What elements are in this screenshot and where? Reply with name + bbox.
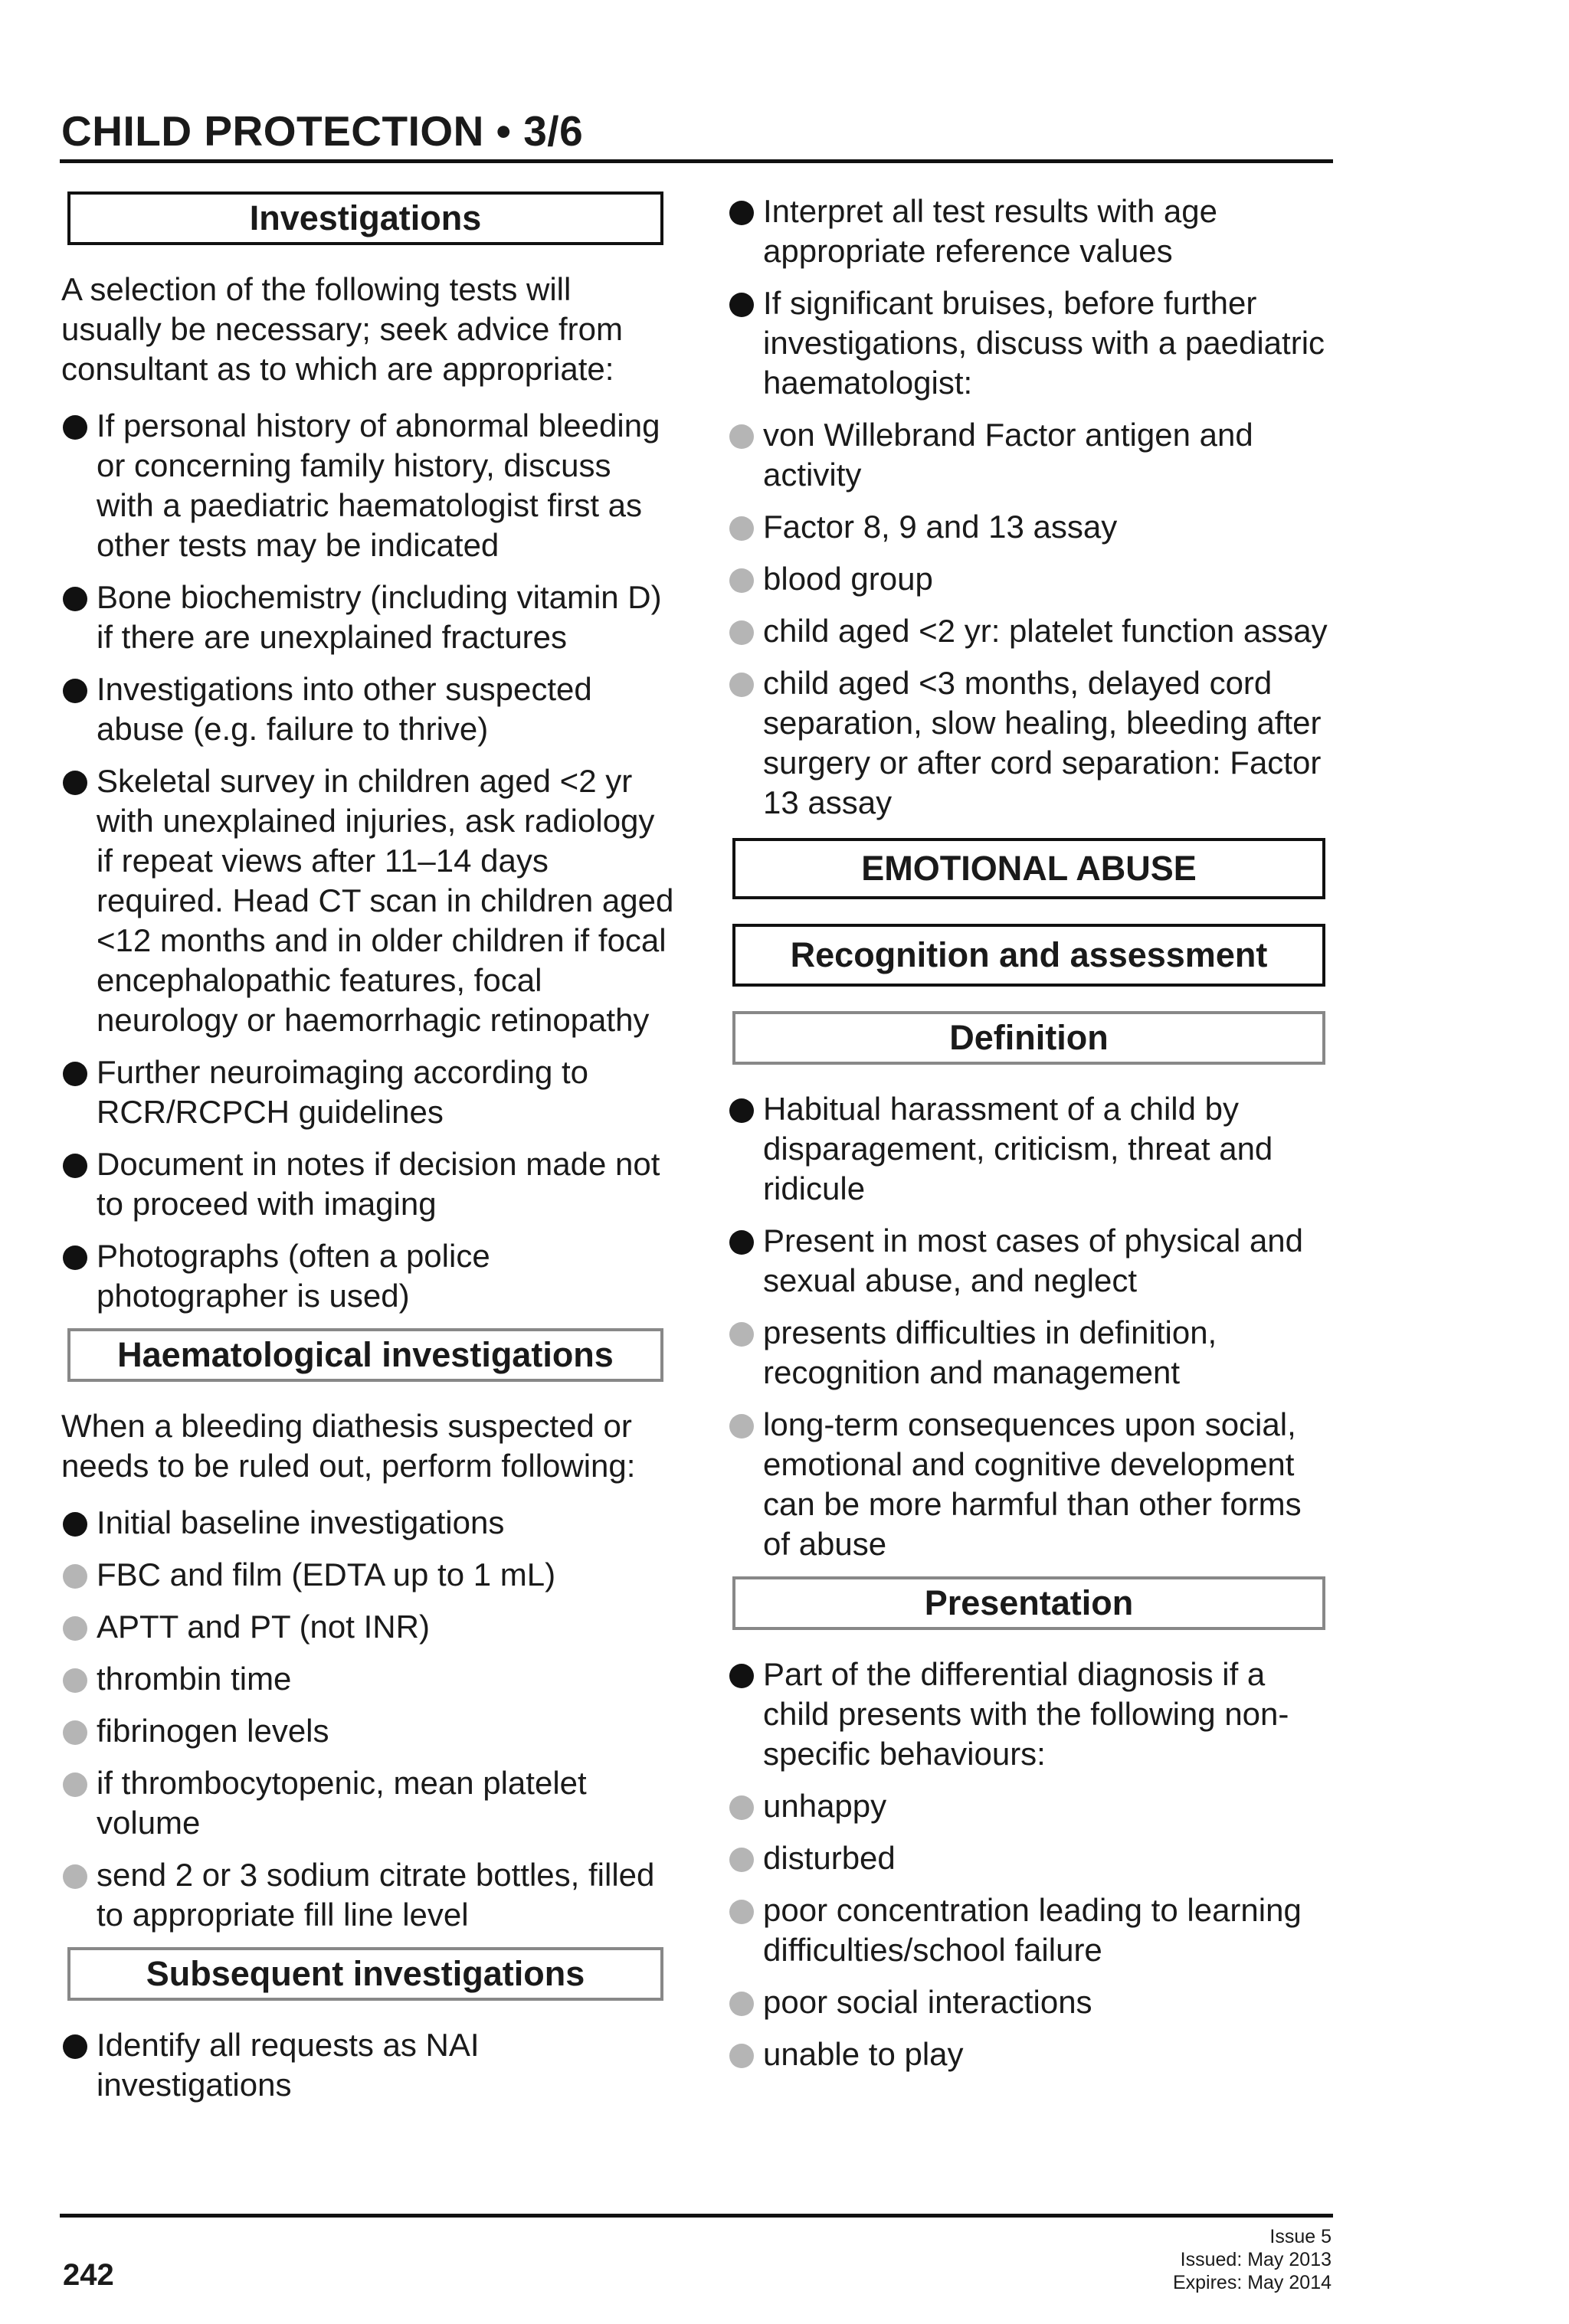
page-title: CHILD PROTECTION • 3/6 xyxy=(61,107,584,155)
footer-divider xyxy=(60,2214,1333,2218)
bullet-icon xyxy=(63,1062,87,1086)
sub-bullet-icon xyxy=(729,2044,754,2068)
bullet-icon xyxy=(729,201,754,225)
sub-bullet-icon xyxy=(729,1848,754,1872)
sub-bullet-icon xyxy=(63,1668,87,1693)
list-item: Further neuroimaging according to RCR/RCPCH guidelines xyxy=(61,1052,674,1132)
bullet-icon xyxy=(63,679,87,703)
presentation-heading: Presentation xyxy=(732,1576,1325,1630)
sub-bullet-icon xyxy=(729,1795,754,1820)
sub-bullet-icon xyxy=(729,424,754,449)
list-item: send 2 or 3 sodium citrate bottles, filled to appropriate fill line level xyxy=(61,1855,674,1935)
issued-date: Issued: May 2013 xyxy=(1180,2249,1332,2270)
continued-list xyxy=(728,191,1333,823)
list-item: presents difficulties in definition, recognition and management xyxy=(728,1313,1333,1393)
sub-bullet-icon xyxy=(63,1864,87,1889)
definition-list xyxy=(728,1089,1333,1564)
bullet-icon xyxy=(729,1098,754,1123)
haematological-heading: Haematological investigations xyxy=(67,1328,663,1382)
list-item: unable to play xyxy=(728,2034,1333,2074)
list-item: Investigations into other suspected abuse (e.g. failure to thrive) xyxy=(61,669,674,749)
list-item: Document in notes if decision made not to proceed with imaging xyxy=(61,1144,674,1224)
list-item: child aged <3 months, delayed cord separation, slow healing, bleeding after surgery or after cord separation: Factor 13 assay xyxy=(728,663,1333,823)
sub-bullet-icon xyxy=(63,1564,87,1589)
issue-number: Issue 5 xyxy=(1269,2226,1332,2247)
list-item: APTT and PT (not INR) xyxy=(61,1607,674,1647)
right-column xyxy=(728,191,1333,2087)
bullet-icon xyxy=(63,2034,87,2059)
list-item: Interpret all test results with age appropriate reference values xyxy=(728,191,1333,271)
subsequent-list xyxy=(61,2025,674,2105)
list-item: poor concentration leading to learning difficulties/school failure xyxy=(728,1890,1333,1970)
list-item: disturbed xyxy=(728,1838,1333,1878)
presentation-list xyxy=(728,1655,1333,2074)
list-item: unhappy xyxy=(728,1786,1333,1826)
sub-bullet-icon xyxy=(729,1992,754,2016)
page-number: 242 xyxy=(63,2258,114,2292)
sub-bullet-icon xyxy=(729,673,754,697)
emotional-abuse-heading: EMOTIONAL ABUSE xyxy=(732,838,1325,899)
left-column xyxy=(61,191,674,2117)
list-item: Initial baseline investigations xyxy=(61,1503,674,1543)
investigations-intro: A selection of the following tests will usually be necessary; seek advice from consultant as to which are appropriate: xyxy=(61,271,624,387)
list-item: Habitual harassment of a child by disparagement, criticism, threat and ridicule xyxy=(728,1089,1333,1209)
bullet-icon xyxy=(63,1512,87,1537)
haematological-list xyxy=(61,1503,674,1935)
list-item: blood group xyxy=(728,559,1333,599)
list-item: If personal history of abnormal bleeding or concerning family history, discuss with a paediatric haematologist first as other tests may be indicated xyxy=(61,406,674,565)
recognition-heading: Recognition and assessment xyxy=(732,924,1325,987)
sub-bullet-icon xyxy=(63,1616,87,1641)
list-item: Photographs (often a police photographer is used) xyxy=(61,1236,674,1316)
title-divider xyxy=(60,159,1333,163)
list-item: Skeletal survey in children aged <2 yr with unexplained injuries, ask radiology if repeat views after 11–14 days required. Head CT scan in children aged <12 months and in older children if focal encephalopathic features, focal neurology or haemorrhagic retinopathy xyxy=(61,761,674,1040)
sub-bullet-icon xyxy=(63,1772,87,1797)
sub-bullet-icon xyxy=(729,1322,754,1347)
investigations-list xyxy=(61,406,674,1316)
bullet-icon xyxy=(63,1154,87,1178)
list-item: thrombin time xyxy=(61,1659,674,1699)
issue-info xyxy=(1173,2225,1332,2294)
bullet-icon xyxy=(729,1664,754,1688)
expires-date: Expires: May 2014 xyxy=(1172,2272,1332,2293)
list-item: If significant bruises, before further investigations, discuss with a paediatric haematologist: xyxy=(728,283,1333,403)
haematological-intro: When a bleeding diathesis suspected or needs to be ruled out, perform following: xyxy=(61,1408,636,1484)
list-item: Bone biochemistry (including vitamin D) if there are unexplained fractures xyxy=(61,578,674,657)
sub-bullet-icon xyxy=(729,1900,754,1924)
list-item: poor social interactions xyxy=(728,1982,1333,2022)
subsequent-heading: Subsequent investigations xyxy=(67,1947,663,2001)
list-item: FBC and film (EDTA up to 1 mL) xyxy=(61,1555,674,1595)
sub-bullet-icon xyxy=(729,516,754,541)
list-item: von Willebrand Factor antigen and activity xyxy=(728,415,1333,495)
sub-bullet-icon xyxy=(729,568,754,593)
list-item: child aged <2 yr: platelet function assay xyxy=(728,611,1333,651)
definition-heading: Definition xyxy=(732,1011,1325,1065)
list-item: long-term consequences upon social, emotional and cognitive development can be more harmful than other forms of abuse xyxy=(728,1405,1333,1564)
bullet-icon xyxy=(729,293,754,317)
bullet-icon xyxy=(729,1230,754,1255)
bullet-icon xyxy=(63,1245,87,1270)
list-item: Part of the differential diagnosis if a child presents with the following non-specific behaviours: xyxy=(728,1655,1333,1774)
bullet-icon xyxy=(63,587,87,611)
list-item: fibrinogen levels xyxy=(61,1711,674,1751)
list-item: Present in most cases of physical and sexual abuse, and neglect xyxy=(728,1221,1333,1301)
sub-bullet-icon xyxy=(729,620,754,645)
bullet-icon xyxy=(63,771,87,795)
bullet-icon xyxy=(63,415,87,440)
sub-bullet-icon xyxy=(63,1720,87,1745)
list-item: Factor 8, 9 and 13 assay xyxy=(728,507,1333,547)
investigations-heading: Investigations xyxy=(67,191,663,245)
list-item: if thrombocytopenic, mean platelet volume xyxy=(61,1763,674,1843)
sub-bullet-icon xyxy=(729,1414,754,1439)
list-item: Identify all requests as NAI investigations xyxy=(61,2025,674,2105)
